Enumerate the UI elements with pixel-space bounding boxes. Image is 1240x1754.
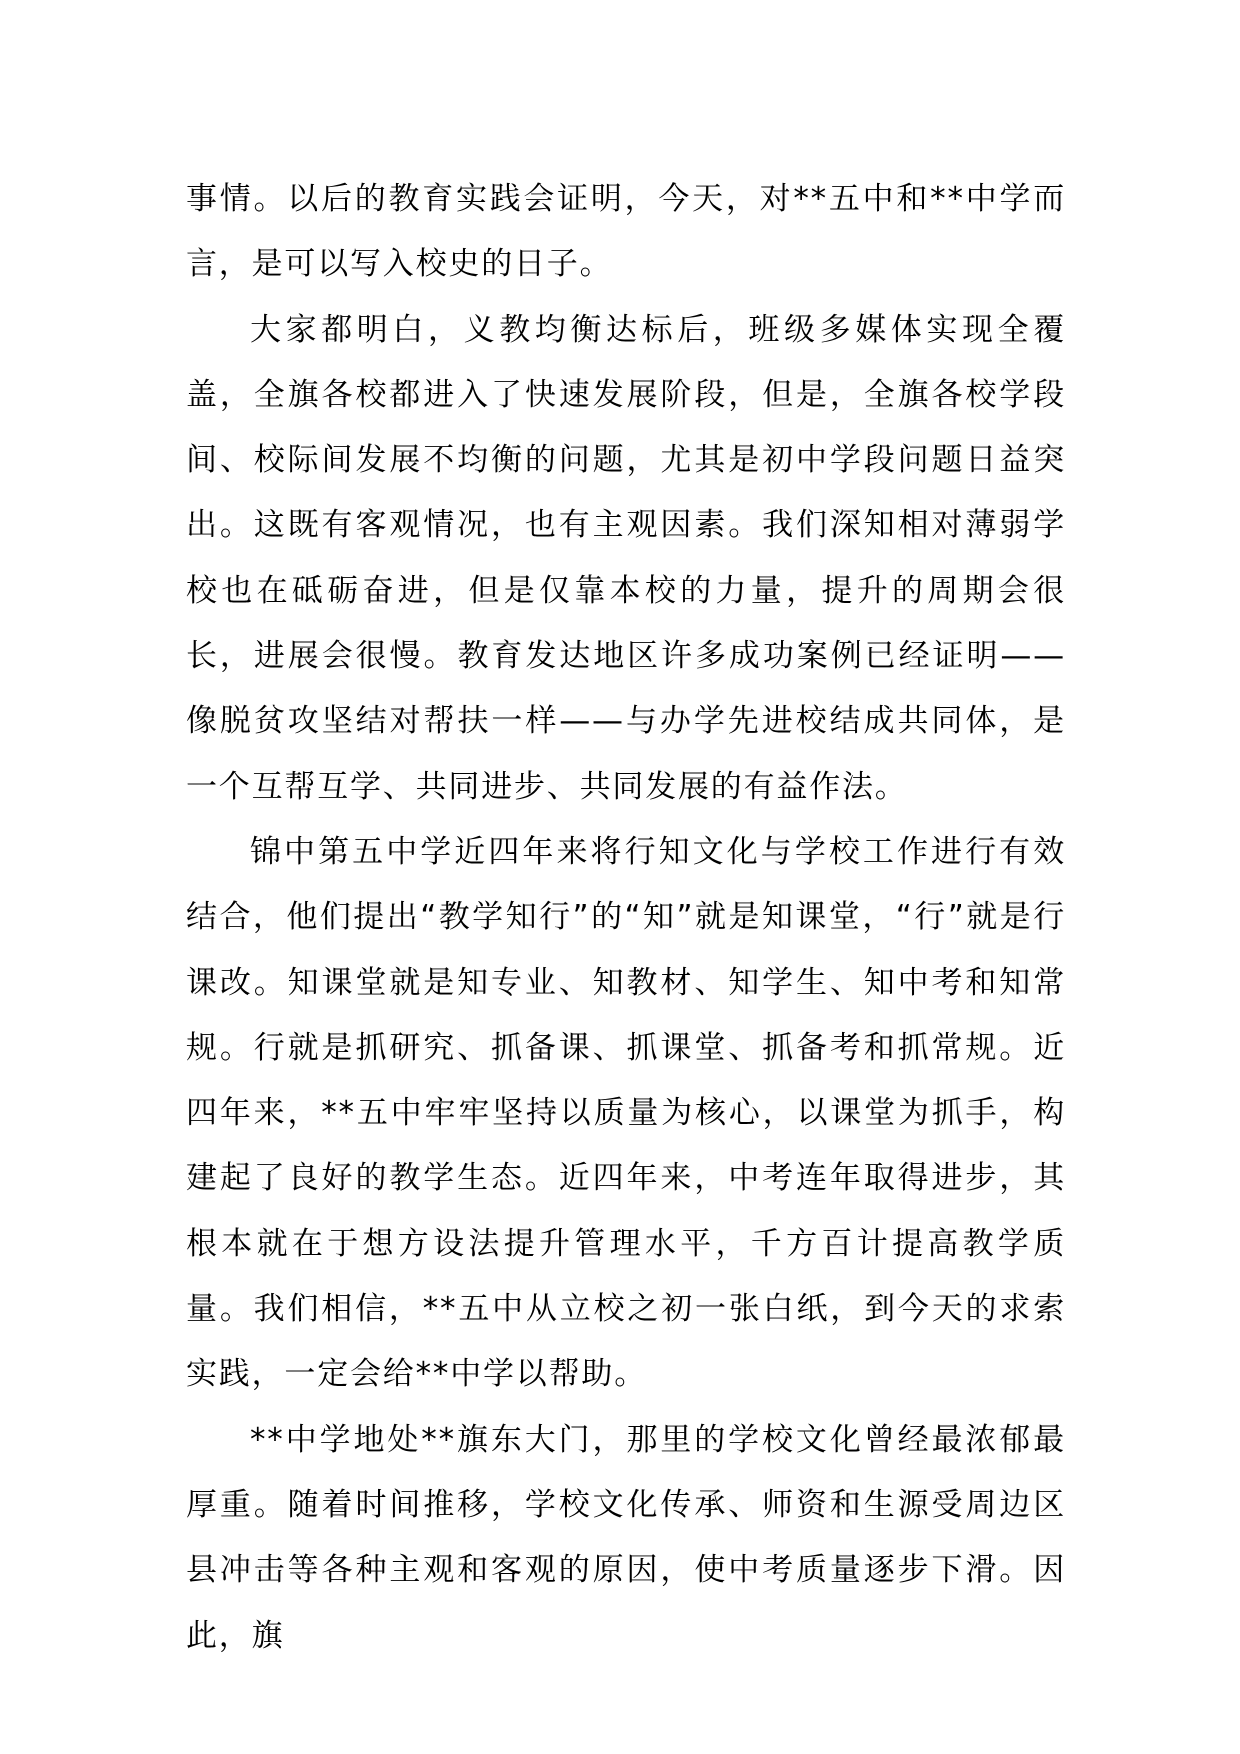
paragraph-continuation: 事情。以后的教育实践会证明，今天，对**五中和**中学而言，是可以写入校史的日子。 (186, 181, 1066, 283)
document-body (186, 167, 1066, 1669)
paragraph-middle-school: **中学地处**旗东大门，那里的学校文化曾经最浓郁最厚重。随着时间推移，学校文化传承、师资和生源受周边区县冲击等各种主观和客观的原因，使中考质量逐步下滑。因此，旗 (186, 1421, 1066, 1654)
paragraph-balanced-development: 大家都明白，义教均衡达标后，班级多媒体实现全覆盖，全旗各校都进入了快速发展阶段，但是，全旗各校学段间、校际间发展不均衡的问题，尤其是初中学段问题日益突出。这既有客观情况，也有主观因素。我们深知相对薄弱学校也在砥砺奋进，但是仅靠本校的力量，提升的周期会很长，进展会很慢。教育发达地区许多成功案例已经证明——像脱贫攻坚结对帮扶一样——与办学先进校结成共同体，是一个互帮互学、共同进步、共同发展的有益作法。 (186, 311, 1066, 805)
paragraph-fifth-school: 锦中第五中学近四年来将行知文化与学校工作进行有效结合，他们提出“教学知行”的“知”就是知课堂，“行”就是行课改。知课堂就是知专业、知教材、知学生、知中考和知常规。行就是抓研究、抓备课、抓课堂、抓备考和抓常规。近四年来，**五中牢牢坚持以质量为核心，以课堂为抓手，构建起了良好的教学生态。近四年来，中考连年取得进步，其根本就在于想方设法提升管理水平，千方百计提高教学质量。我们相信，**五中从立校之初一张白纸，到今天的求索实践，一定会给**中学以帮助。 (186, 833, 1066, 1393)
